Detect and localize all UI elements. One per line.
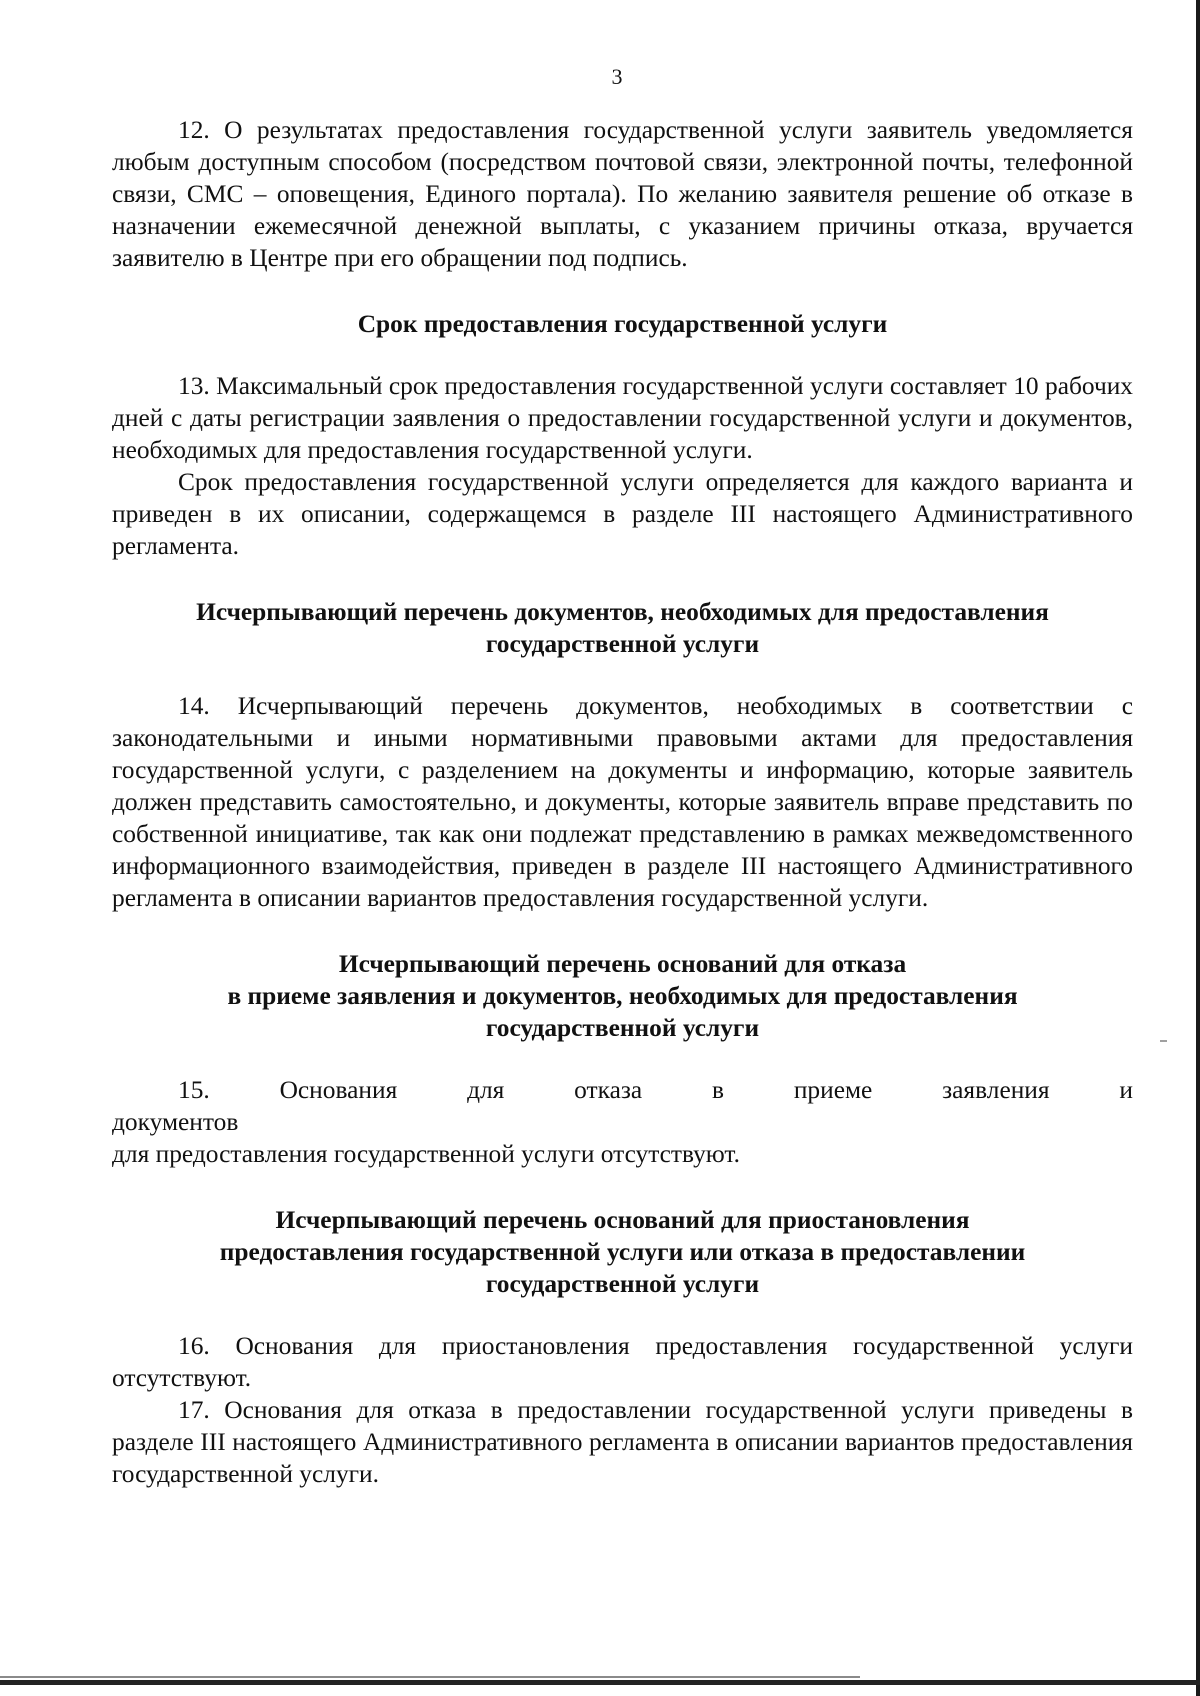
- heading-line: Исчерпывающий перечень оснований для отказа: [338, 950, 907, 978]
- spacer: [112, 914, 1133, 948]
- heading-line: предоставления государственной услуги или отказа в предоставлении: [219, 1238, 1026, 1266]
- spacer: [112, 1170, 1133, 1204]
- heading-line: государственной услуги: [485, 1014, 760, 1042]
- paragraph-16: 16. Основания для приостановления предоставления государственной услуги отсутствуют.: [112, 1332, 1133, 1392]
- scan-mark: [1160, 1040, 1167, 1042]
- document-body: [112, 114, 1133, 1490]
- heading-line: Срок предоставления государственной услуги: [357, 310, 888, 338]
- scan-border-bottom: [0, 1680, 1200, 1685]
- paragraph-13-continued: Срок предоставления государственной услуги определяется для каждого варианта и приведен в их описании, содержащемся в разделе III настоящего Административного регламента.: [112, 468, 1133, 560]
- paragraph-15-line-2: для предоставления государственной услуги отсутствуют.: [112, 1140, 740, 1168]
- paragraph-17: 17. Основания для отказа в предоставлении государственной услуги приведены в разделе III настоящего Административного регламента в описании вариантов предоставления государственной услуги.: [112, 1396, 1133, 1488]
- heading-line: государственной услуги: [485, 1270, 760, 1298]
- heading-line: Исчерпывающий перечень оснований для приостановления: [275, 1206, 970, 1234]
- scan-border-right: [1196, 0, 1200, 1696]
- heading-suspension-grounds: [112, 1204, 1133, 1300]
- paragraph-15-line-1: 15. Основания для отказа в приеме заявления и документов: [112, 1076, 1133, 1136]
- spacer: [112, 340, 1133, 370]
- heading-line: государственной услуги: [485, 630, 760, 658]
- heading-line: в приеме заявления и документов, необходимых для предоставления: [227, 982, 1018, 1010]
- spacer: [112, 1300, 1133, 1330]
- heading-line: Исчерпывающий перечень документов, необходимых для предоставления: [196, 598, 1049, 626]
- paragraph-12: 12. О результатах предоставления государственной услуги заявитель уведомляется любым доступным способом (посредством почтовой связи, электронной почты, телефонной связи, СМС – оповещения, Единого портала). По желанию заявителя решение об отказе в назначении ежемесячной денежной выплаты, с указанием причины отказа, вручается заявителю в Центре при его обращении под подпись.: [112, 116, 1133, 272]
- paragraph-14: 14. Исчерпывающий перечень документов, необходимых в соответствии с законодательными и иными нормативными правовыми актами для предоставления государственной услуги, с разделением на документы и информацию, которые заявитель должен представить самостоятельно, и документы, которые заявитель вправе представить по собственной инициативе, так как они подлежат представлению в рамках межведомственного информационного взаимодействия, приведен в разделе III настоящего Административного регламента в описании вариантов предоставления государственной услуги.: [112, 692, 1133, 912]
- spacer: [112, 562, 1133, 596]
- page-number: 3: [611, 64, 623, 89]
- spacer: [112, 660, 1133, 690]
- spacer: [112, 274, 1133, 308]
- heading-service-term: [112, 308, 1133, 340]
- heading-documents-list: [112, 596, 1133, 660]
- spacer: [112, 1044, 1133, 1074]
- paragraph-13: 13. Максимальный срок предоставления государственной услуги составляет 10 рабочих дней с даты регистрации заявления о предоставлении государственной услуги и документов, необходимых для предоставления государственной услуги.: [112, 372, 1133, 464]
- scan-border-bottom-faint: [0, 1676, 860, 1678]
- heading-refusal-grounds: [112, 948, 1133, 1044]
